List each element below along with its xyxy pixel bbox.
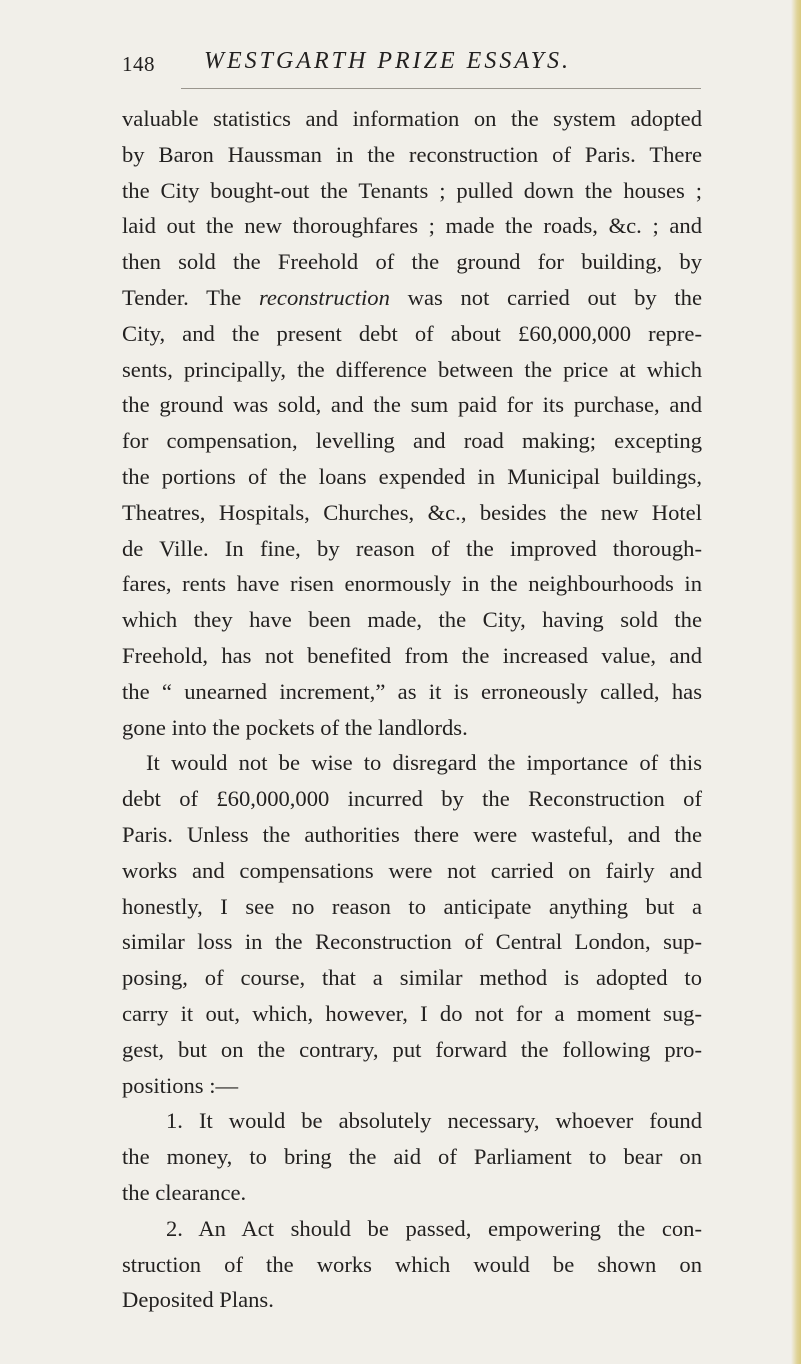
text-line: carry it out, which, however, I do not for a moment sug-: [122, 1000, 702, 1026]
header-rule: [181, 88, 701, 89]
text-line: Deposited Plans.: [122, 1287, 274, 1313]
text-line: similar loss in the Reconstruction of Central London, sup-: [122, 929, 702, 955]
text-line: 2. An Act should be passed, empowering the con-: [166, 1215, 702, 1241]
text-line: positions :—: [122, 1072, 239, 1098]
text-line: gone into the pockets of the landlords.: [122, 714, 468, 740]
page-header: [122, 48, 722, 82]
text-line: struction of the works which would be shown on: [122, 1251, 702, 1277]
body-text: [122, 101, 702, 1318]
text-line: the portions of the loans expended in Municipal buildings,: [122, 463, 702, 489]
text-line: de Ville. In fine, by reason of the improved thorough-: [122, 535, 702, 561]
text-line: Paris. Unless the authorities there were wasteful, and the: [122, 821, 702, 847]
text-line: the ground was sold, and the sum paid for its purchase, and: [122, 392, 702, 418]
italic-word: reconstruction: [258, 284, 390, 310]
text-line: valuable statistics and information on the system adopted: [122, 106, 702, 131]
page-edge: [791, 0, 801, 1364]
text-line: then sold the Freehold of the ground for building, by: [122, 249, 702, 275]
text-line: It would not be wise to disregard the importance of this: [146, 750, 702, 776]
text-line: the City bought-out the Tenants ; pulled down the houses ;: [122, 177, 702, 203]
text-line: which they have been made, the City, having sold the: [122, 607, 702, 633]
text-line: 1. It would be absolutely necessary, whoever found: [166, 1108, 702, 1134]
text-line: works and compensations were not carried on fairly and: [122, 857, 702, 883]
text-line: fares, rents have risen enormously in the neighbourhoods in: [122, 571, 702, 597]
text-line: the clearance.: [122, 1179, 247, 1205]
text-line: gest, but on the contrary, put forward the following pro-: [122, 1036, 702, 1062]
text-line: by Baron Haussman in the reconstruction of Paris. There: [122, 141, 702, 167]
text-line: laid out the new thoroughfares ; made the roads, &c. ; and: [122, 213, 702, 239]
text-line: City, and the present debt of about £60,000,000 repre-: [122, 320, 702, 346]
text-line: honestly, I see no reason to anticipate anything but a: [122, 893, 702, 919]
running-title: WESTGARTH PRIZE ESSAYS.: [204, 48, 571, 74]
text-line: debt of £60,000,000 incurred by the Reconstruction of: [122, 786, 702, 812]
text-line: posing, of course, that a similar method is adopted to: [122, 965, 702, 991]
text-line: Tender. The reconstruction was not carried out by the: [122, 284, 702, 310]
text-line: for compensation, levelling and road making; excepting: [122, 428, 702, 454]
text-line: sents, principally, the difference between the price at which: [122, 356, 702, 382]
text-line: Freehold, has not benefited from the increased value, and: [122, 642, 702, 668]
page-number: 148: [122, 52, 155, 76]
text-line: the “ unearned increment,” as it is erroneously called, has: [122, 678, 702, 704]
text-line: the money, to bring the aid of Parliament to bear on: [122, 1144, 702, 1170]
text-line: Theatres, Hospitals, Churches, &c., besides the new Hotel: [122, 499, 702, 525]
